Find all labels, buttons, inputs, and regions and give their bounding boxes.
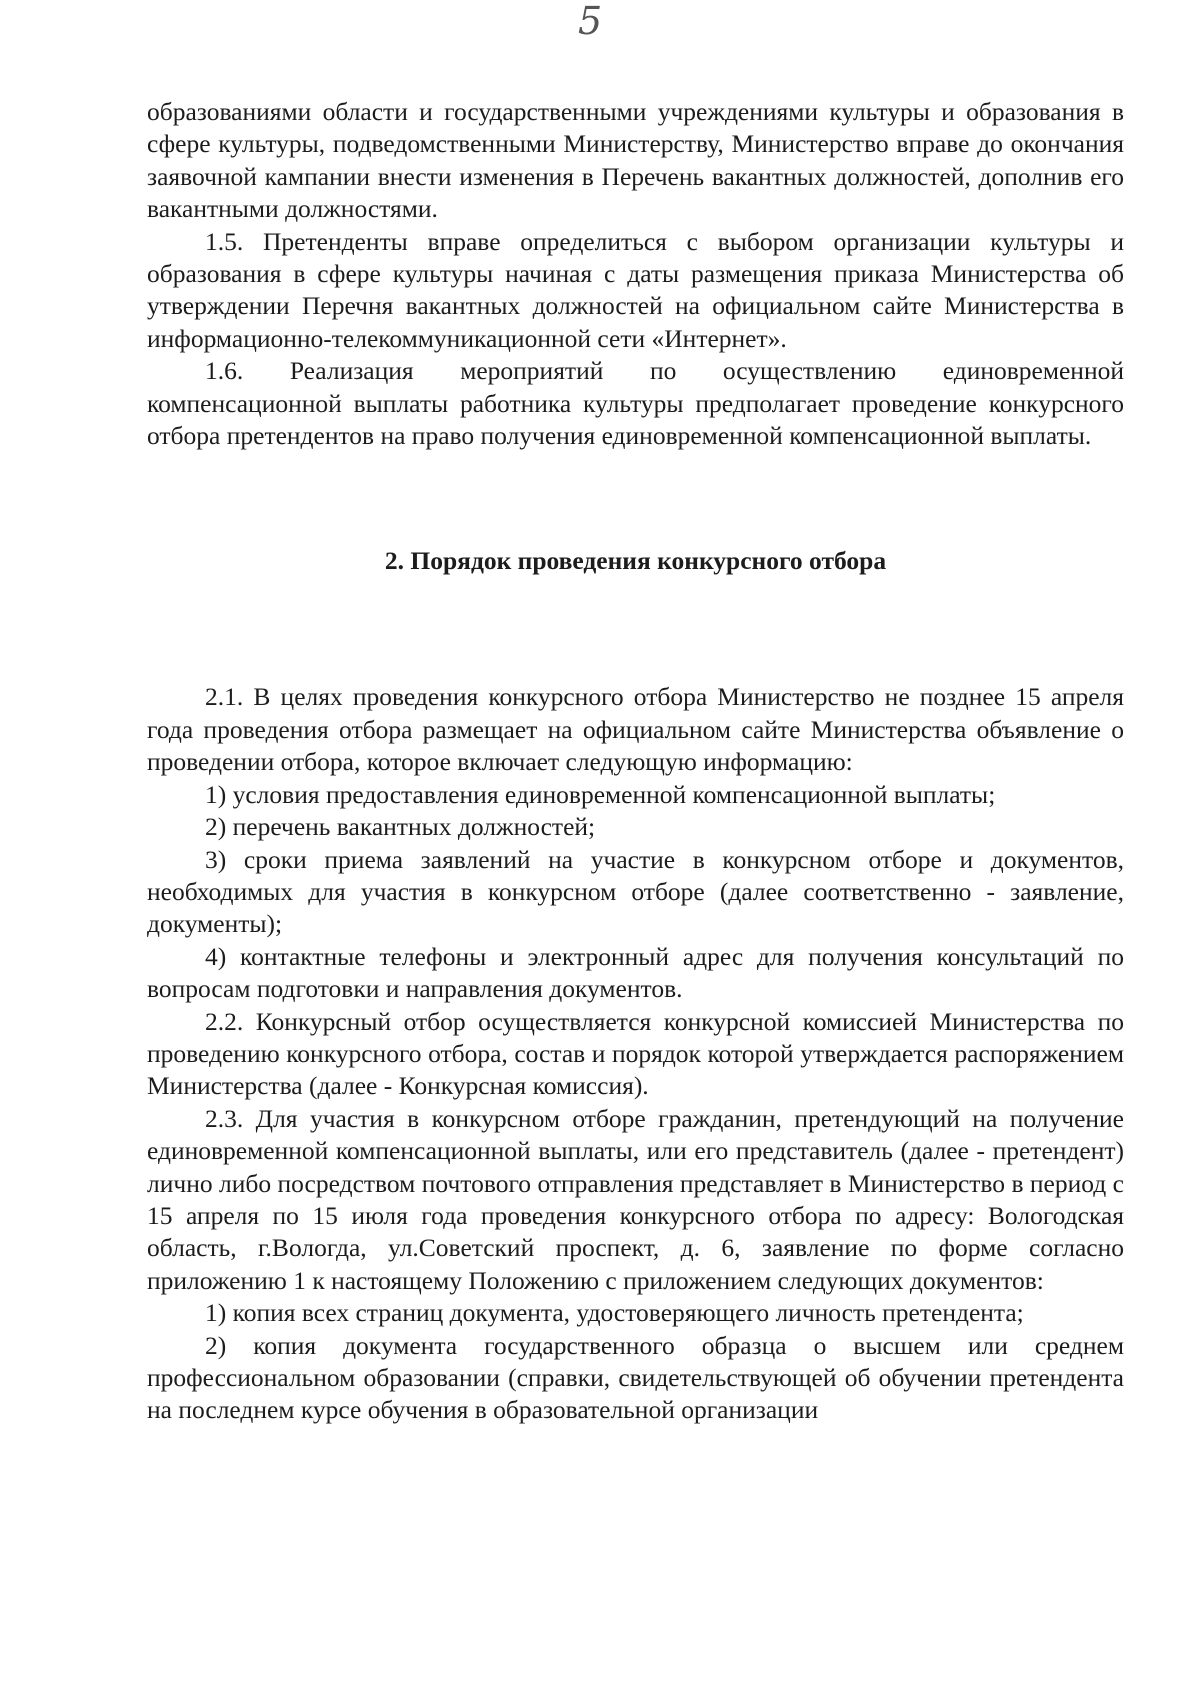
clause-2-2: 2.2. Конкурсный отбор осуществляется конкурсной комиссией Министерства по проведению конкурсного отбора, состав и порядок которой утверждается распоряжением Министерства (далее - Конкурсная комиссия).	[147, 1006, 1124, 1101]
clause-1-6: 1.6. Реализация мероприятий по осуществлению единовременной компенсационной выплаты работника культуры предполагает проведение конкурсного отбора претендентов на право получения единовременной компенсационной выплаты.	[147, 356, 1124, 451]
document-body	[147, 96, 1124, 1427]
handwritten-page-number	[570, 0, 620, 50]
svg-text:5: 5	[578, 0, 603, 43]
clause-2-3-item-2: 2) копия документа государственного образца о высшем или среднем профессиональном образовании (справки, свидетельствующей об обучении претендента на последнем курсе обучения в образовательной организации	[147, 1330, 1124, 1425]
clause-2-1-item-2: 2) перечень вакантных должностей;	[205, 812, 596, 842]
clause-2-3: 2.3. Для участия в конкурсном отборе гражданин, претендующий на получение единовременной компенсационной выплаты, или его представитель (далее - претендент) лично либо посредством почтового отправления представляет в Министерство в период с 15 апреля по 15 июля года проведения конкурсного отбора по адресу: Вологодская область, г.Вологда, ул.Советский проспект, д. 6, заявление по форме согласно приложению 1 к настоящему Положению с приложением следующих документов:	[147, 1103, 1124, 1295]
intro-paragraph-continuation: образованиями области и государственными учреждениями культуры и образования в сфере культуры, подведомственными Министерству, Министерство вправе до окончания заявочной кампании внести изменения в Перечень вакантных должностей, дополнив его вакантными должностями.	[147, 97, 1124, 224]
clause-2-1-item-3: 3) сроки приема заявлений на участие в конкурсном отборе и документов, необходимых для участия в конкурсном отборе (далее соответственно - заявление, документы);	[147, 844, 1124, 939]
clause-2-1: 2.1. В целях проведения конкурсного отбора Министерство не позднее 15 апреля года проведения отбора размещает на официальном сайте Министерства объявление о проведении отбора, которое включает следующую информацию:	[147, 682, 1124, 777]
clause-2-1-item-1: 1) условия предоставления единовременной компенсационной выплаты;	[205, 779, 996, 809]
clause-2-3-item-1: 1) копия всех страниц документа, удостоверяющего личность претендента;	[205, 1298, 1024, 1328]
clause-2-1-item-4: 4) контактные телефоны и электронный адрес для получения консультаций по вопросам подготовки и направления документов.	[147, 941, 1124, 1004]
section-heading: 2. Порядок проведения конкурсного отбора	[384, 546, 887, 576]
clause-1-5: 1.5. Претенденты вправе определиться с выбором организации культуры и образования в сфере культуры начиная с даты размещения приказа Министерства об утверждении Перечня вакантных должностей на официальном сайте Министерства в информационно-телекоммуникационной сети «Интернет».	[147, 226, 1124, 353]
